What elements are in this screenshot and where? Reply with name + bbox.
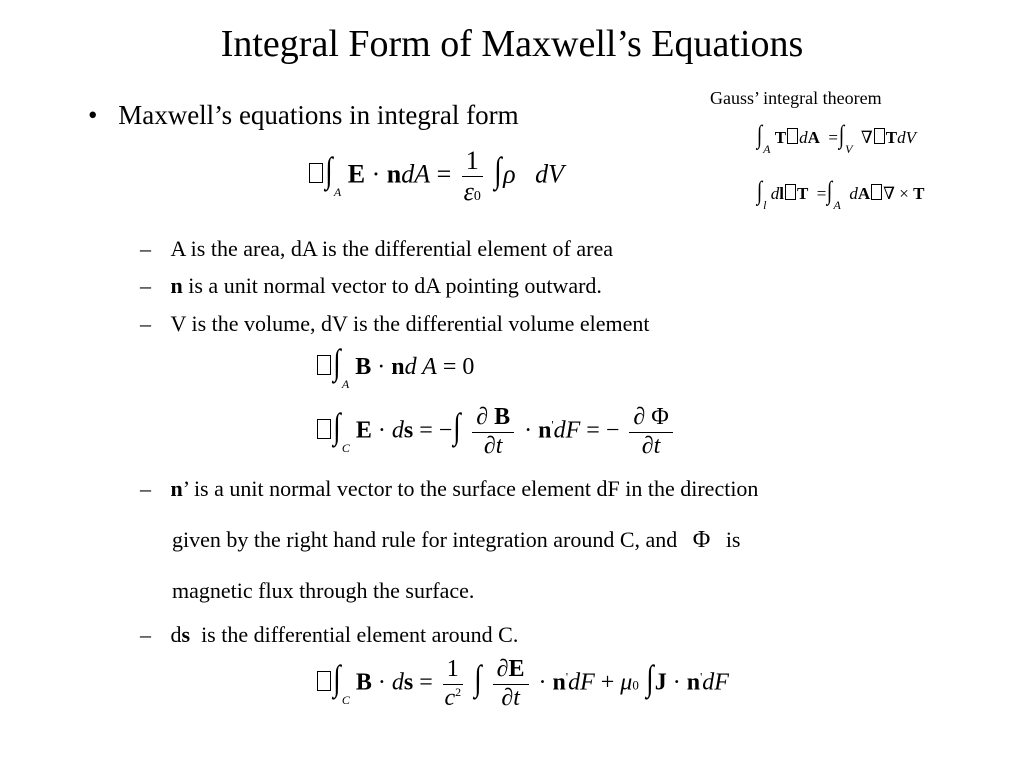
gauss-equation-1: $\int_A$ T dA $=\int_V$ ∇ TdV xyxy=(756,120,917,156)
sub-item-nprime-line2 xyxy=(172,527,741,554)
sub-item-volume xyxy=(140,311,650,337)
sub-item-area xyxy=(140,236,613,262)
gauss-equation-2: $\int_l$ dl $T =\int_A$ dA ∇ × T xyxy=(756,176,925,212)
equation-gauss-b: $\int_A$ B · nd A = 0 xyxy=(316,344,474,381)
sub-item-nprime-bold: n xyxy=(170,476,183,501)
dash-marker: – xyxy=(140,236,151,261)
slide-title: Integral Form of Maxwell’s Equations xyxy=(220,23,804,65)
main-bullet xyxy=(88,100,519,131)
sub-item-volume-text: V is the volume, dV is the differential volume element xyxy=(170,311,650,336)
sub-item-ds-s: s xyxy=(181,622,191,647)
dash-marker: – xyxy=(140,273,151,298)
dash-marker: – xyxy=(140,622,151,647)
phi-symbol: Φ xyxy=(692,527,711,553)
sub-item-ds-d: d xyxy=(170,622,182,647)
sub-item-ds xyxy=(140,622,518,648)
equation-gauss-e: $\int_A$ E · ndA = $\frac{1}{\varepsilon 0}$ ∫ρ dV xyxy=(308,146,564,207)
sub-item-nprime xyxy=(140,476,758,502)
sub-item-nprime-line1: ’ is a unit normal vector to the surface element dF in the direction xyxy=(182,476,759,501)
sub-item-normal-bold: n xyxy=(170,273,183,298)
sub-item-normal-text: is a unit normal vector to dA pointing outward. xyxy=(182,273,602,298)
equation-ampere-maxwell: $\int_C$ B · ds = $\frac{1}{c^2}$ ∫ $\frac{\partial E}{\partial t}$ · n'dF + μ0 ∫J · n'dF xyxy=(316,656,729,712)
sub-item-normal xyxy=(140,273,602,299)
dash-marker: – xyxy=(140,476,151,501)
sub-item-nprime-line2-end: is xyxy=(725,527,741,552)
bullet-marker: • xyxy=(88,100,98,130)
gauss-theorem-label: Gauss’ integral theorem xyxy=(710,88,882,108)
sub-item-ds-text: is the differential element around C. xyxy=(190,622,519,647)
main-bullet-text: Maxwell’s equations in integral form xyxy=(118,100,519,130)
dash-marker: – xyxy=(140,311,151,336)
sub-item-area-text: A is the area, dA is the differential element of area xyxy=(170,236,613,261)
sub-item-nprime-line3: magnetic flux through the surface. xyxy=(172,578,475,603)
sub-item-nprime-line2-text: given by the right hand rule for integration around C, and xyxy=(172,527,678,552)
equation-faraday: $\int_C$ E · ds = −∫ $\frac{\partial B}{\partial t}$ · n'dF = − $\frac{\partial \Phi}{\partial t}$ xyxy=(316,404,677,460)
